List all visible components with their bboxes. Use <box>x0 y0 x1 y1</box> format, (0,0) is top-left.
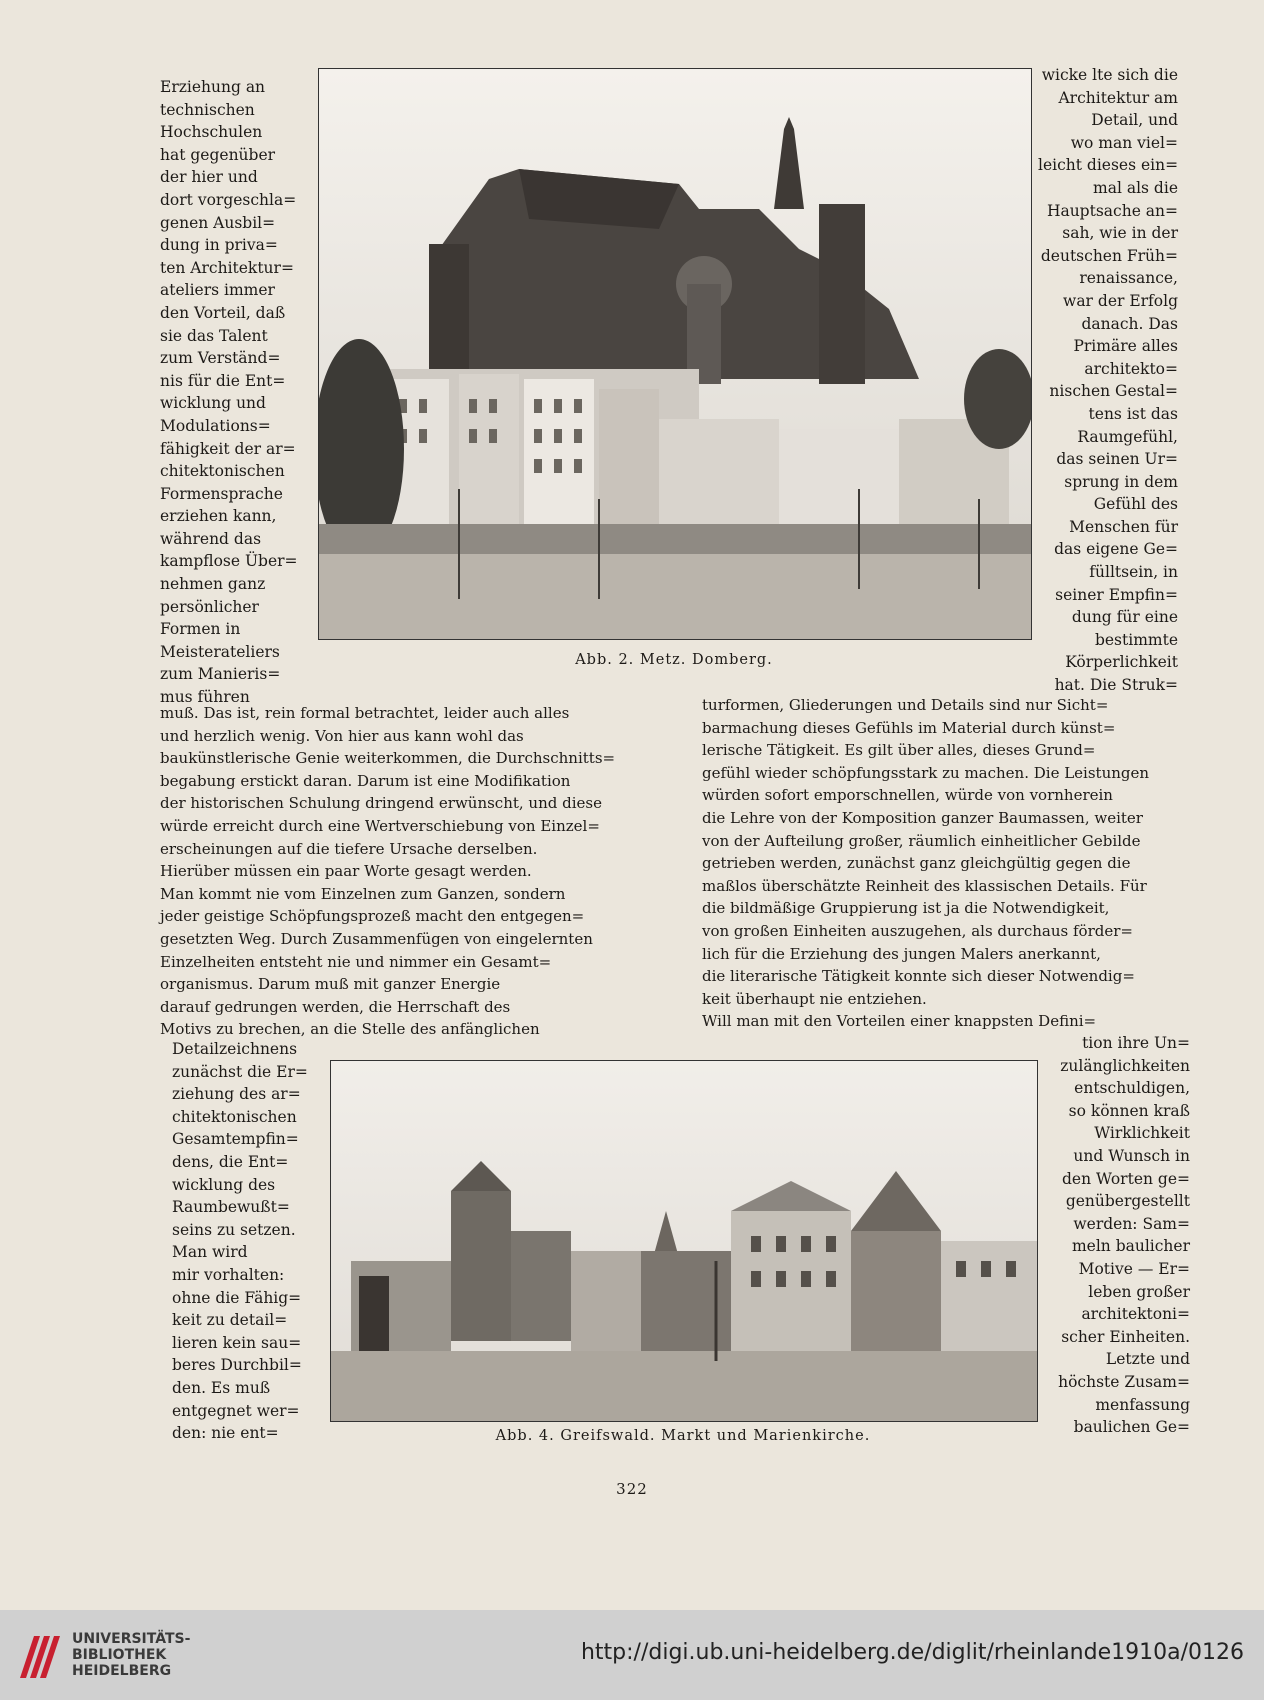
text-line: lerische Tätigkeit. Es gilt über alles, dieses Grund= <box>702 741 1096 760</box>
text-line: Raumgefühl, <box>1077 427 1178 446</box>
text-line: während das <box>160 529 262 548</box>
text-line: tens ist das <box>1088 404 1178 423</box>
library-line-3: HEIDELBERG <box>72 1663 172 1679</box>
text-line: sie das Talent <box>160 326 268 345</box>
text-line: turformen, Gliederungen und Details sind nur Sicht= <box>702 696 1109 714</box>
text-line: architekto= <box>1084 359 1178 378</box>
text-line: chitektonischen <box>172 1107 297 1126</box>
text-line: Einzelheiten entsteht nie und nimmer ein Gesamt= <box>160 952 552 971</box>
text-line: tion ihre Un= <box>1082 1034 1190 1052</box>
text-line: genen Ausbil= <box>160 213 276 232</box>
left-narrow-column <box>160 76 298 709</box>
text-line: persönlicher <box>160 597 259 616</box>
text-line: Gesamtempfin= <box>172 1130 299 1149</box>
text-line: Detail, und <box>1091 111 1178 130</box>
text-line: erziehen kann, <box>160 507 277 526</box>
text-line: hat gegenüber <box>160 145 276 164</box>
text-line: zum Manieris= <box>160 665 281 684</box>
text-line: bestimmte <box>1094 630 1178 649</box>
text-line: getrieben werden, zunächst ganz gleichgültig gegen die <box>702 854 1131 873</box>
text-line: das seinen Ur= <box>1056 450 1178 469</box>
text-line: wicklung und <box>160 394 266 413</box>
text-line: Modulations= <box>160 416 271 435</box>
text-line: Gefühl des <box>1093 495 1178 514</box>
text-line: den Worten ge= <box>1061 1169 1190 1188</box>
footer-bar <box>0 1610 1264 1700</box>
text-line: keit überhaupt nie entziehen. <box>702 989 927 1008</box>
right-lower-column <box>1040 1032 1190 1439</box>
text-line: architektoni= <box>1081 1305 1190 1324</box>
text-line: Formen in <box>160 620 241 639</box>
text-line: Motive — Er= <box>1078 1259 1190 1278</box>
text-line: dung in priva= <box>160 236 278 255</box>
text-line: mus führen <box>160 688 250 707</box>
text-line: wicklung des <box>172 1175 276 1194</box>
text-line: die Lehre von der Komposition ganzer Baumassen, weiter <box>702 808 1143 827</box>
library-name <box>72 1631 190 1679</box>
text-line: maßlos überschätzte Reinheit des klassischen Details. Für <box>702 876 1147 895</box>
text-line: Körperlichkeit <box>1065 653 1178 672</box>
page-number: 322 <box>616 1480 648 1498</box>
text-line: die literarische Tätigkeit konnte sich dieser Notwendig= <box>702 967 1135 986</box>
text-line: den: nie ent= <box>172 1424 279 1443</box>
text-line: darauf gedrungen werden, die Herrschaft des <box>160 997 511 1016</box>
text-line: fähigkeit der ar= <box>160 439 296 458</box>
text-line: Meisterateliers <box>160 642 280 661</box>
text-line: Will man mit den Vorteilen einer knappsten Defini= <box>702 1012 1097 1031</box>
library-line-2: BIBLIOTHEK <box>72 1647 167 1663</box>
text-line: deutschen Früh= <box>1040 246 1178 265</box>
middle-left-column <box>160 702 660 1041</box>
text-line: Man wird <box>172 1243 248 1262</box>
text-line: nehmen ganz <box>160 575 266 594</box>
text-line: seiner Empfin= <box>1055 585 1178 604</box>
text-line: barmachung dieses Gefühls im Material durch künst= <box>702 718 1116 737</box>
text-line: gefühl wieder schöpfungsstark zu machen. Die Leistungen <box>702 763 1150 782</box>
text-line: werden: Sam= <box>1073 1214 1190 1233</box>
text-line: dort vorgeschla= <box>160 190 297 209</box>
text-line: scher Einheiten. <box>1061 1327 1190 1346</box>
text-line: von der Aufteilung großer, räumlich einheitlicher Gebilde <box>702 831 1141 850</box>
photo-greifswald-markt <box>330 1060 1038 1422</box>
text-line: fülltsein, in <box>1089 563 1178 582</box>
text-line: von großen Einheiten auszugehen, als durchaus förder= <box>702 921 1133 940</box>
source-url[interactable]: http://digi.ub.uni-heidelberg.de/diglit/rheinlande1910a/0126 <box>580 1640 1244 1665</box>
text-line: die bildmäßige Gruppierung ist ja die Notwendigkeit, <box>702 899 1110 918</box>
text-line: Detailzeichnens <box>172 1040 298 1058</box>
text-line: Motivs zu brechen, an die Stelle des anfänglichen <box>160 1020 540 1039</box>
middle-right-column <box>702 694 1192 1033</box>
text-line: Primäre alles <box>1073 337 1178 356</box>
text-line: Hochschulen <box>160 123 263 142</box>
text-line: ten Architektur= <box>160 258 294 277</box>
text-line: den Vorteil, daß <box>160 303 286 322</box>
text-line: zunächst die Er= <box>172 1062 308 1081</box>
text-line: ohne die Fähig= <box>172 1288 302 1307</box>
text-line: so können kraß <box>1068 1101 1190 1120</box>
text-line: nis für die Ent= <box>160 371 286 390</box>
text-line: zulänglichkeiten <box>1060 1056 1190 1075</box>
text-line: Man kommt nie vom Einzelnen zum Ganzen, sondern <box>160 884 566 903</box>
text-line: erscheinungen auf die tiefere Ursache derselben. <box>160 839 538 858</box>
text-line: begabung erstickt daran. Darum ist eine Modifikation <box>160 771 571 790</box>
text-line: gesetzten Weg. Durch Zusammenfügen von eingelernten <box>160 929 593 948</box>
text-line: entschuldigen, <box>1074 1079 1190 1098</box>
text-line: renaissance, <box>1079 269 1178 288</box>
text-line: wo man viel= <box>1070 133 1178 152</box>
text-line: baukünstlerische Genie weiterkommen, die Durchschnitts= <box>160 749 616 768</box>
text-line: würden sofort emporschnellen, würde von vornherein <box>702 786 1113 805</box>
right-narrow-column <box>1038 64 1178 697</box>
text-line: seins zu setzen. <box>172 1220 296 1239</box>
text-line: Menschen für <box>1069 517 1178 536</box>
text-line: genübergestellt <box>1065 1192 1190 1211</box>
text-line: und Wunsch in <box>1073 1146 1190 1165</box>
library-line-1: UNIVERSITÄTS- <box>72 1631 191 1647</box>
text-line: danach. Das <box>1081 314 1178 333</box>
text-line: den. Es muß <box>172 1378 271 1397</box>
text-line: sprung in dem <box>1064 472 1178 491</box>
text-line: entgegnet wer= <box>172 1401 300 1420</box>
text-line: Wirklichkeit <box>1094 1124 1190 1143</box>
text-line: das eigene Ge= <box>1054 540 1178 559</box>
text-line: dung für eine <box>1071 608 1178 627</box>
text-line: technischen <box>160 100 255 119</box>
text-line: der historischen Schulung dringend erwünscht, und diese <box>160 794 602 813</box>
text-line: höchste Zusam= <box>1058 1372 1190 1391</box>
text-line: kampflose Über= <box>160 552 298 571</box>
text-line: baulichen Ge= <box>1073 1418 1190 1437</box>
text-line: mal als die <box>1093 178 1178 197</box>
text-line: chitektonischen <box>160 462 285 481</box>
text-line: lich für die Erziehung des jungen Malers anerkannt, <box>702 944 1101 963</box>
text-line: Raumbewußt= <box>172 1198 290 1217</box>
text-line: würde erreicht durch eine Wertverschiebung von Einzel= <box>160 816 600 835</box>
text-line: Hauptsache an= <box>1046 201 1178 220</box>
text-line: keit zu detail= <box>172 1311 288 1330</box>
text-line: beres Durchbil= <box>172 1356 302 1375</box>
text-line: ateliers immer <box>160 281 275 300</box>
text-line: Hierüber müssen ein paar Worte gesagt werden. <box>160 862 532 881</box>
figure1-caption: Abb. 2. Metz. Domberg. <box>575 652 773 668</box>
text-line: meln baulicher <box>1071 1237 1190 1256</box>
text-line: wicke lte sich die <box>1041 66 1178 84</box>
text-line: nischen Gestal= <box>1049 382 1178 401</box>
photo-metz-domberg <box>318 68 1032 640</box>
text-line: und herzlich wenig. Von hier aus kann wohl das <box>160 726 524 745</box>
text-line: ziehung des ar= <box>172 1085 301 1104</box>
text-line: Erziehung an <box>160 78 266 96</box>
text-line: war der Erfolg <box>1063 291 1178 310</box>
text-line: dens, die Ent= <box>172 1152 289 1171</box>
text-line: jeder geistige Schöpfungsprozeß macht den entgegen= <box>160 907 585 926</box>
text-line: Formensprache <box>160 484 283 503</box>
text-line: lieren kein sau= <box>172 1333 302 1352</box>
text-line: Letzte und <box>1105 1350 1190 1369</box>
text-line: leben großer <box>1088 1282 1190 1301</box>
text-line: mir vorhalten: <box>172 1265 285 1284</box>
text-line: menfassung <box>1095 1395 1190 1414</box>
library-logo-icon <box>18 1630 62 1680</box>
text-line: zum Verständ= <box>160 349 281 368</box>
text-line: der hier und <box>160 168 258 187</box>
text-line: hat. Die Struk= <box>1054 676 1178 695</box>
figure2-caption: Abb. 4. Greifswald. Markt und Marienkirche. <box>495 1428 871 1444</box>
text-line: sah, wie in der <box>1062 224 1178 243</box>
left-lower-column <box>172 1038 308 1445</box>
text-line: muß. Das ist, rein formal betrachtet, leider auch alles <box>160 704 570 722</box>
text-line: organismus. Darum muß mit ganzer Energie <box>160 975 501 994</box>
text-line: Architektur am <box>1058 88 1178 107</box>
text-line: leicht dieses ein= <box>1038 156 1179 175</box>
